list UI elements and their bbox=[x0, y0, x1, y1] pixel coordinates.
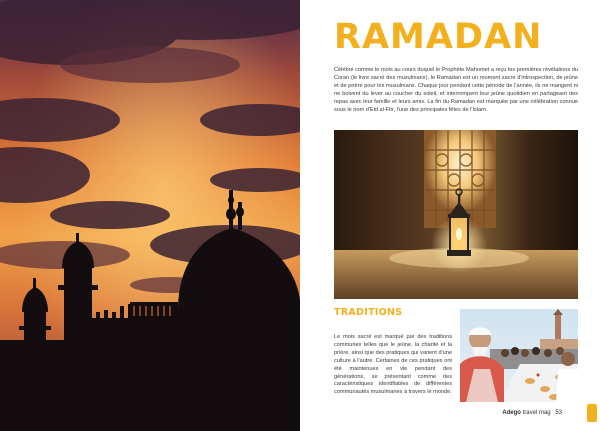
article-page bbox=[300, 0, 600, 431]
page-number: 53 bbox=[555, 410, 562, 416]
intro-paragraph: Célébré comme le mois au cours duquel le Prophète Mahomet a reçu les premières révélations du Coran (le livre sacré des musulmans), le Ramadan est un moment sacré d'introspection, de jeûne et de prière pour les musulmans. Chaque jour pendant cette période de l'année, ils ne mangent ni ne boivent du lever au coucher du soleil, et interrompent leur jeûne quotidien en partageant des repas avec leur famille et leurs amis. La fin du Ramadan est marquée par une célébration connue sous le nom d'Eid al-Fitr, l'une des principales fêtes de l'Islam. bbox=[334, 67, 578, 113]
traditions-paragraph: Le mois sacré est marqué par des traditions communes telles que le jeûne, la charité et la prière, ainsi que des pratiques qui varient d'une culture à l'autre. Certaines de ces pratiques ont été maintenues en vie pendant des générations, se présentant comme des caractéristiques identifiables de différentes communautés musulmanes à travers le monde. bbox=[334, 334, 452, 396]
article-title: RAMADAN bbox=[334, 17, 543, 57]
brand-suffix: travel mag bbox=[520, 410, 551, 416]
section-heading-traditions: TRADITIONS bbox=[334, 307, 403, 318]
iftar-gathering-photo bbox=[460, 309, 578, 402]
page-tab bbox=[587, 404, 597, 422]
lantern-photo bbox=[334, 130, 578, 299]
footer-brand bbox=[502, 410, 562, 416]
brand-name: Adego bbox=[502, 410, 521, 416]
